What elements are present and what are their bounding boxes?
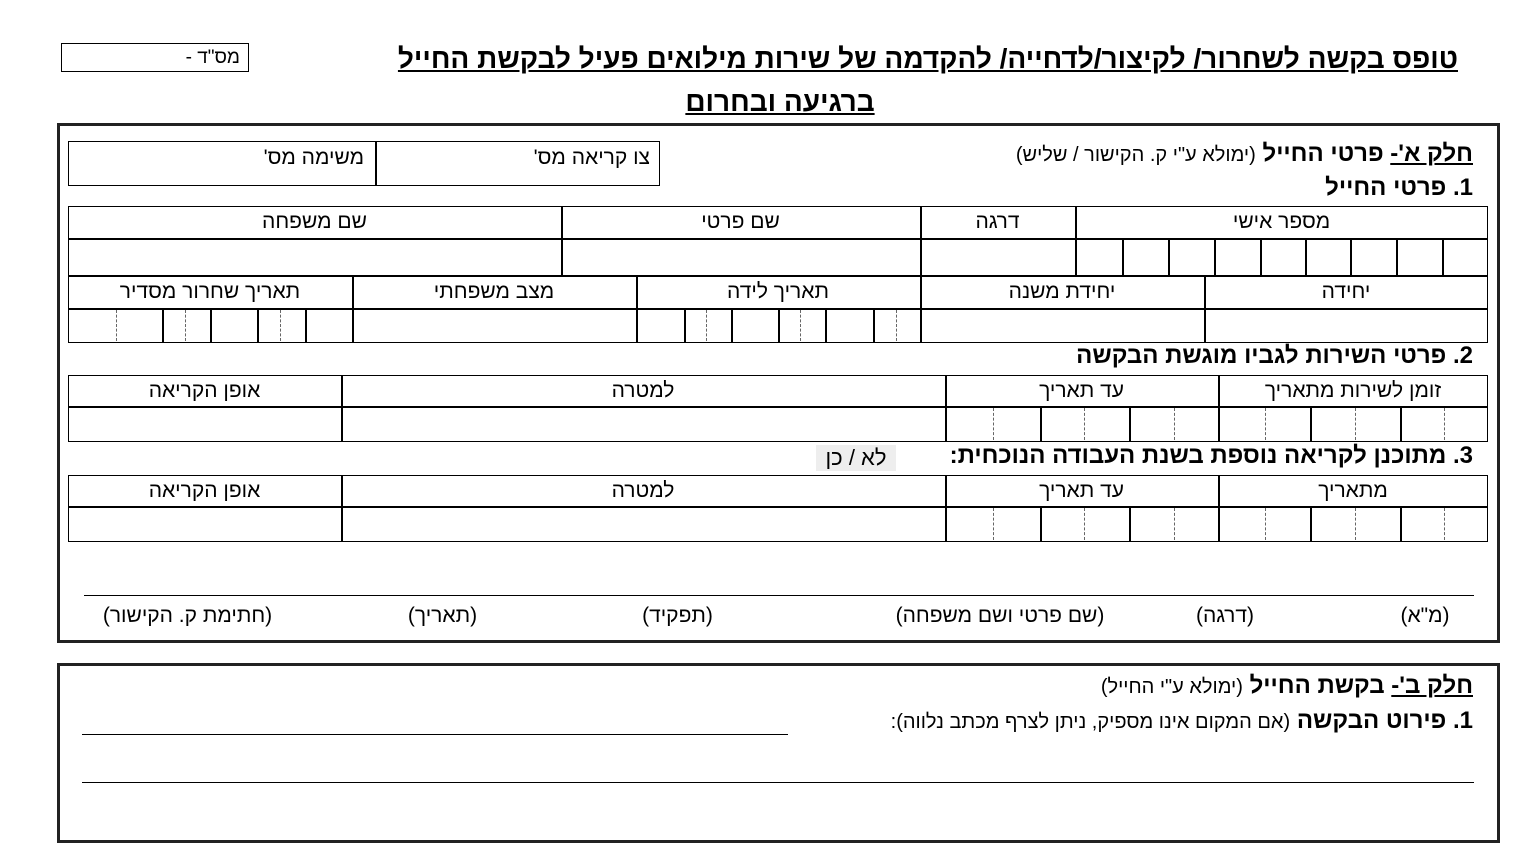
- marital-status-field[interactable]: [354, 310, 634, 342]
- birth-date-field[interactable]: [638, 310, 918, 342]
- rank-field[interactable]: [922, 240, 1073, 274]
- signature-rank-label: (דרגה): [1196, 604, 1254, 627]
- part-b-title: בקשת החייל: [1249, 672, 1385, 699]
- until-date-field[interactable]: [947, 408, 1216, 440]
- request-details-line[interactable]: [82, 734, 788, 735]
- call-method-field[interactable]: [70, 408, 339, 440]
- unit-label: יחידה: [1321, 280, 1371, 303]
- row-line: [68, 275, 1488, 277]
- part-a-title: פרטי החייל: [1262, 140, 1384, 167]
- sub-unit-field[interactable]: [922, 310, 1202, 342]
- last-name-field[interactable]: [70, 240, 559, 274]
- signature-role-label: (תפקיד): [642, 604, 713, 627]
- section-3-title: 3. מתוכנן לקריאה נוספת בשנת העבודה הנוכחית:: [949, 442, 1473, 469]
- until-date-label: עד תאריך: [1039, 379, 1124, 402]
- from-date-label: מתאריך: [1318, 479, 1388, 502]
- sub-unit-label: יחידת משנה: [1008, 280, 1116, 303]
- section-2-title: 2. פרטי השירות לגביו מוגשת הבקשה: [1076, 342, 1473, 369]
- request-details-label: 1. פירוט הבקשה: [1296, 707, 1473, 734]
- regular-release-date-label: תאריך שחרור מסדיר: [119, 280, 301, 303]
- call-method-label-2: אופן הקריאה: [148, 479, 261, 502]
- call-order-label[interactable]: צו קריאה מס': [533, 146, 650, 169]
- called-from-date-field[interactable]: [1220, 408, 1486, 440]
- until-date-label-2: עד תאריך: [1039, 479, 1124, 502]
- signature-serial-label: (מ"א): [1400, 604, 1450, 627]
- task-number-label[interactable]: משימה מס': [263, 146, 364, 169]
- call-method-field-2[interactable]: [70, 508, 339, 540]
- signature-line[interactable]: [84, 595, 1474, 596]
- signature-date-label: (תאריך): [407, 604, 478, 627]
- unit-field[interactable]: [1206, 310, 1486, 342]
- part-b-label: חלק ב'-: [1391, 672, 1473, 699]
- from-date-field[interactable]: [1220, 508, 1486, 540]
- signature-name-label: (שם פרטי ושם משפחה): [895, 604, 1105, 627]
- part-a-label: חלק א'-: [1390, 140, 1473, 167]
- purpose-label: למטרה: [611, 379, 675, 402]
- purpose-field-2[interactable]: [343, 508, 943, 540]
- regular-release-date-field[interactable]: [70, 310, 350, 342]
- call-method-label: אופן הקריאה: [148, 379, 261, 402]
- request-details-line-2[interactable]: [82, 782, 1474, 783]
- section-1-title: 1. פרטי החייל: [1325, 174, 1473, 201]
- called-from-date-label: זומן לשירות מתאריך: [1264, 379, 1442, 402]
- purpose-label-2: למטרה: [611, 479, 675, 502]
- additional-call-choice[interactable]: לא / כן: [816, 445, 896, 471]
- birth-date-label: תאריך לידה: [727, 280, 829, 303]
- part-a-heading: [915, 140, 1473, 168]
- rank-label: דרגה: [975, 210, 1020, 233]
- first-name-field[interactable]: [563, 240, 918, 274]
- liaison-signature-label: (חתימת ק. הקישור): [102, 604, 273, 627]
- personal-number-label: מספר אישי: [1232, 210, 1331, 233]
- part-a-note: (ימולא ע"י ק. הקישור / שליש): [1015, 144, 1256, 166]
- form-title-line2: ברגיעה ובחרום: [685, 86, 875, 117]
- request-details-heading: [780, 707, 1473, 735]
- part-b-heading: [900, 672, 1473, 700]
- form-title: טופס בקשה לשחרור/ לקיצור/לדחייה/ להקדמה של שירות מילואים פעיל לבקשת החייל: [397, 43, 1458, 74]
- marital-status-label: מצב משפחתי: [433, 280, 555, 303]
- until-date-field-2[interactable]: [947, 508, 1216, 540]
- document-number-field[interactable]: מס"ד -: [61, 43, 249, 72]
- first-name-label: שם פרטי: [701, 210, 780, 233]
- purpose-field[interactable]: [343, 408, 943, 440]
- request-details-note: (אם המקום אינו מספיק, ניתן לצרף מכתב נלווה):: [890, 711, 1291, 733]
- last-name-label: שם משפחה: [262, 210, 367, 233]
- divider: [375, 141, 377, 186]
- part-b-note: (ימולא ע"י החייל): [1100, 676, 1243, 698]
- personal-number-field[interactable]: [1077, 240, 1486, 274]
